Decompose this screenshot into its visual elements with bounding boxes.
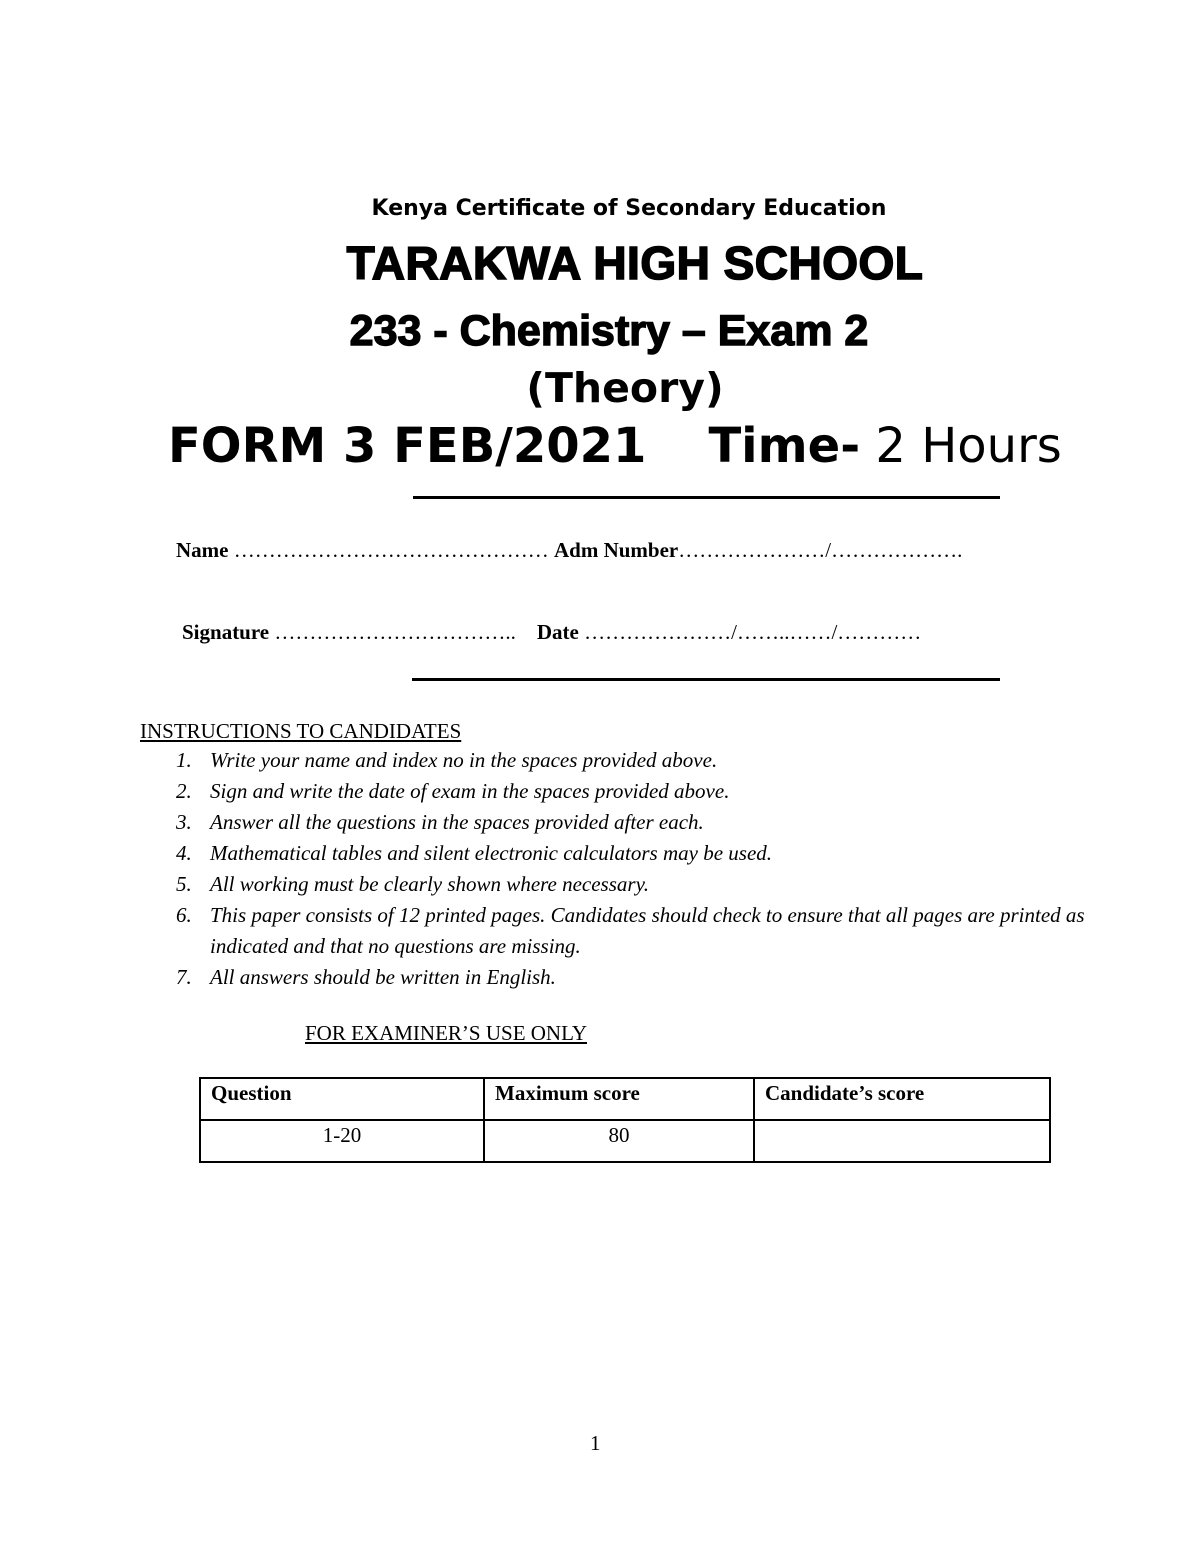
paper-subtitle: (Theory) <box>526 364 724 412</box>
examiner-heading: FOR EXAMINER’S USE ONLY <box>305 1021 587 1045</box>
table-header-row <box>200 1078 1050 1120</box>
list-item: 6. This paper consists of 12 printed pages. Candidates should check to ensure that all pages are printed as indicated and that no questions are missing. <box>176 903 1085 958</box>
page-number: 1 <box>590 1431 601 1455</box>
form-label: FORM 3 FEB/2021 <box>168 418 647 474</box>
table-row <box>200 1120 1050 1162</box>
name-label: Name <box>176 538 229 562</box>
list-item: 5. All working must be clearly shown where necessary. <box>176 872 649 896</box>
column-header-question: Question <box>200 1078 484 1120</box>
date-blank[interactable]: …………………/……..……/………… <box>584 620 922 644</box>
list-item: 3. Answer all the questions in the spaces provided after each. <box>176 810 704 834</box>
name-adm-row <box>176 538 962 563</box>
instructions-list <box>172 745 1092 993</box>
bottom-divider <box>412 678 1000 681</box>
form-time-line <box>168 418 1062 474</box>
max-score-cell: 80 <box>484 1120 754 1162</box>
school-name: TARAKWA HIGH SCHOOL <box>346 237 924 289</box>
list-item: 7. All answers should be written in English. <box>176 965 556 989</box>
list-item: 1. Write your name and index no in the spaces provided above. <box>176 748 718 772</box>
column-header-candidate-score: Candidate’s score <box>754 1078 1050 1120</box>
question-range-cell: 1-20 <box>200 1120 484 1162</box>
signature-blank[interactable]: …………………………….. <box>274 620 516 644</box>
adm-label: Adm Number <box>553 538 679 562</box>
adm-blank[interactable]: …………………/………………. <box>678 538 963 562</box>
signature-date-row <box>182 620 921 645</box>
top-divider <box>413 496 1000 499</box>
signature-label: Signature <box>182 620 270 644</box>
time-value: 2 Hours <box>875 418 1062 474</box>
list-item: 2. Sign and write the date of exam in the spaces provided above. <box>176 779 730 803</box>
score-table <box>199 1077 1051 1163</box>
name-blank[interactable]: ……………………………………… <box>233 538 549 562</box>
time-label: Time- <box>708 418 861 474</box>
paper-title: 233 - Chemistry – Exam 2 <box>349 307 869 355</box>
column-header-max-score: Maximum score <box>484 1078 754 1120</box>
candidate-score-cell[interactable] <box>754 1120 1050 1162</box>
date-label: Date <box>536 620 579 644</box>
exam-body-subtitle: Kenya Certificate of Secondary Education <box>371 196 887 221</box>
list-item: 4. Mathematical tables and silent electronic calculators may be used. <box>176 841 773 865</box>
instructions-heading: INSTRUCTIONS TO CANDIDATES <box>140 719 462 743</box>
